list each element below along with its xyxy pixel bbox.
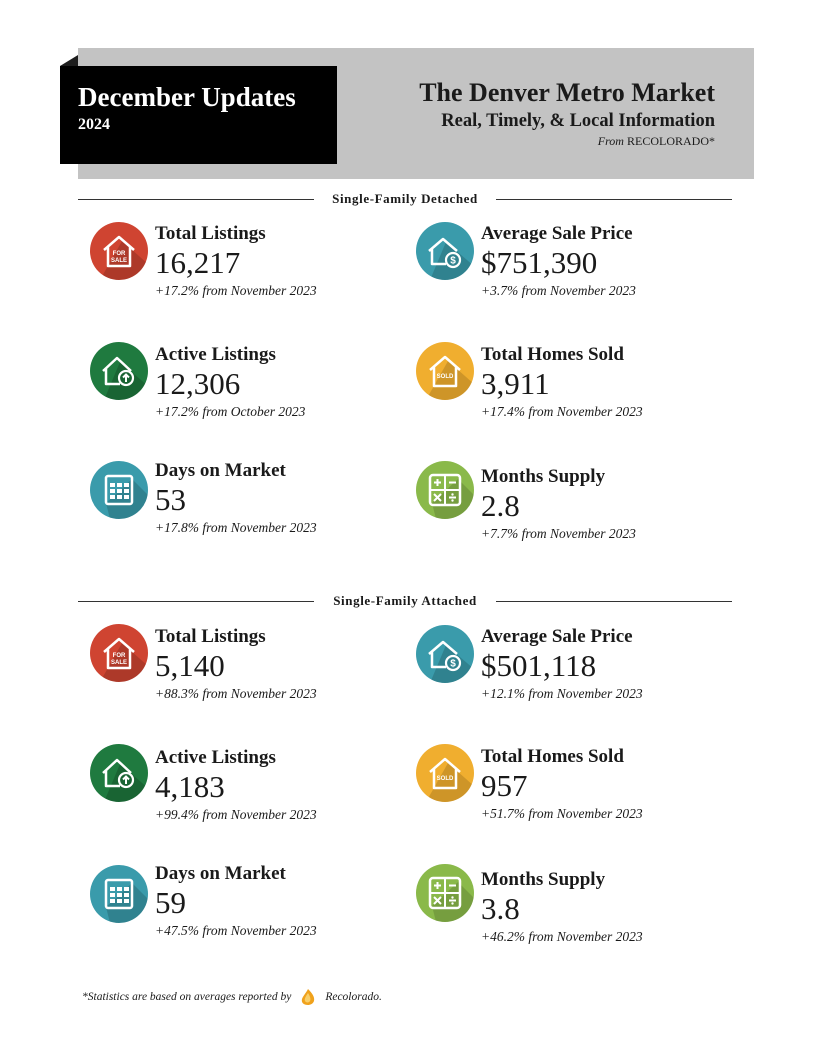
sold-house-icon <box>416 744 474 802</box>
section-title: Single-Family Detached <box>332 191 478 206</box>
stat-active-listings <box>90 747 390 847</box>
calendar-icon <box>90 865 148 923</box>
stat-label: Total Listings <box>155 626 266 647</box>
recolorado-logo-icon <box>299 988 317 1006</box>
stat-months-supply <box>416 869 716 969</box>
svg-text:$: $ <box>450 255 456 267</box>
stat-value: 957 <box>481 768 528 803</box>
title-fold <box>60 55 78 66</box>
stat-total-listings <box>90 223 390 323</box>
stat-days-on-market <box>90 863 390 963</box>
house-dollar-icon <box>416 222 474 280</box>
icon-text-sale: SALE <box>110 660 128 666</box>
stat-label: Months Supply <box>481 466 606 487</box>
stat-label: Active Listings <box>155 344 276 365</box>
stat-value: 2.8 <box>481 488 520 523</box>
icon-text-sold: SOLD <box>436 776 454 782</box>
calculator-icon <box>416 864 474 922</box>
stat-change: +3.7% from November 2023 <box>481 283 636 298</box>
stat-label: Average Sale Price <box>481 223 633 244</box>
icon-text-sold: SOLD <box>436 374 454 380</box>
source-line <box>419 134 715 148</box>
section-divider-detached <box>78 191 732 207</box>
stat-label: Total Homes Sold <box>481 344 624 365</box>
stat-value: 59 <box>155 885 186 920</box>
stat-value: $751,390 <box>481 245 598 280</box>
for-sale-house-icon <box>90 624 148 682</box>
header-right <box>419 78 715 148</box>
calendar-icon <box>90 461 148 519</box>
stat-change: +47.5% from November 2023 <box>155 923 317 938</box>
tagline: Real, Timely, & Local Information <box>441 111 715 131</box>
stat-value: 5,140 <box>155 648 225 683</box>
stat-months-supply <box>416 466 716 566</box>
stat-change: +17.4% from November 2023 <box>481 404 643 419</box>
stat-label: Days on Market <box>155 863 286 884</box>
for-sale-house-icon <box>90 222 148 280</box>
stat-value: $501,118 <box>481 648 597 683</box>
stat-value: 16,217 <box>155 245 241 280</box>
footer-note <box>82 988 382 1006</box>
month-title: December Updates <box>78 82 296 112</box>
stat-value: 12,306 <box>155 366 241 401</box>
footer-text: *Statistics are based on averages reported by <box>82 991 292 1003</box>
stat-label: Months Supply <box>481 869 606 890</box>
stat-change: +88.3% from November 2023 <box>155 686 317 701</box>
stat-label: Total Homes Sold <box>481 746 624 767</box>
stat-value: 53 <box>155 482 186 517</box>
stat-value: 3,911 <box>481 366 550 401</box>
stat-days-on-market <box>90 460 390 560</box>
stat-value: 4,183 <box>155 769 225 804</box>
stat-label: Average Sale Price <box>481 626 633 647</box>
stat-total-listings <box>90 626 390 726</box>
title-box <box>60 66 337 164</box>
stat-average-sale-price <box>416 626 716 726</box>
source-name: RECOLORADO* <box>626 134 715 148</box>
icon-text-sale: SALE <box>110 258 128 264</box>
stat-change: +12.1% from November 2023 <box>481 686 643 701</box>
stat-change: +46.2% from November 2023 <box>481 929 643 944</box>
section-divider-attached <box>78 593 732 609</box>
stat-value: 3.8 <box>481 891 520 926</box>
stat-change: +51.7% from November 2023 <box>481 806 643 821</box>
icon-text-for: FOR <box>112 653 126 659</box>
stat-total-homes-sold <box>416 344 716 444</box>
footer-brand: Recolorado. <box>325 991 382 1003</box>
year-label: 2024 <box>78 116 110 133</box>
stat-label: Days on Market <box>155 460 286 481</box>
sold-house-icon <box>416 342 474 400</box>
house-upload-icon <box>90 744 148 802</box>
source-prefix: From <box>597 134 624 148</box>
stat-change: +99.4% from November 2023 <box>155 807 317 822</box>
stat-change: +17.8% from November 2023 <box>155 520 317 535</box>
house-dollar-icon <box>416 625 474 683</box>
market-title: The Denver Metro Market <box>419 78 715 107</box>
calculator-icon <box>416 461 474 519</box>
stat-average-sale-price <box>416 223 716 323</box>
section-title: Single-Family Attached <box>333 593 477 608</box>
icon-text-for: FOR <box>112 251 126 257</box>
stat-change: +17.2% from October 2023 <box>155 404 306 419</box>
stat-active-listings <box>90 344 390 444</box>
stat-total-homes-sold <box>416 746 716 846</box>
stat-change: +7.7% from November 2023 <box>481 526 636 541</box>
house-upload-icon <box>90 342 148 400</box>
stat-label: Total Listings <box>155 223 266 244</box>
stat-change: +17.2% from November 2023 <box>155 283 317 298</box>
svg-text:$: $ <box>450 658 456 670</box>
stat-label: Active Listings <box>155 747 276 768</box>
